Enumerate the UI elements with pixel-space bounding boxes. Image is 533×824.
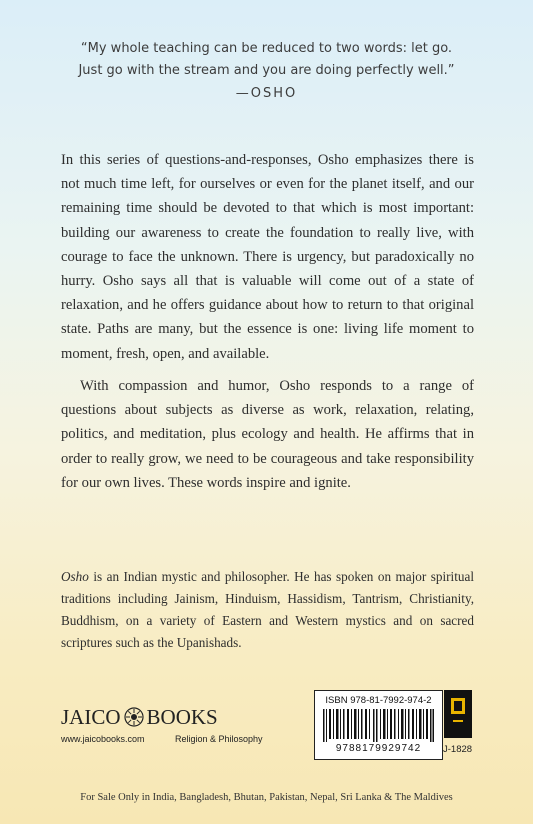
emblem-mark-icon <box>444 690 472 738</box>
author-bio-text: is an Indian mystic and philosopher. He has spoken on major spiritual traditions including Jainism, Hinduism, Hassidism, Tantrism, Christianity, Buddhism, on a variety of Eastern and Western mystics and on sacred scriptures such as the Upanishads. <box>61 569 474 650</box>
sale-territory-footer: For Sale Only in India, Bangladesh, Bhutan, Pakistan, Nepal, Sri Lanka & The Maldives <box>80 792 453 803</box>
description-paragraph-2: With compassion and humor, Osho responds to a range of questions about subjects as diverse as work, relaxation, relating, politics, and meditation, plus ecology and health. He affirms that in order to really grow, we need to be courageous and take responsibility for our own lives. These words inspire and ignite. <box>61 378 474 491</box>
isbn-label: ISBN 978-81-7992-974-2 <box>325 695 432 706</box>
publisher-name-left: JAICO <box>61 704 121 729</box>
publisher-logo <box>61 705 218 729</box>
sunburst-icon <box>124 707 144 727</box>
book-code: J-1828 <box>443 744 473 755</box>
publisher-emblem-icon <box>444 690 472 738</box>
quote-line-1: “My whole teaching can be reduced to two words: let go. <box>80 41 453 56</box>
quote-attribution: —OSHO <box>235 86 298 101</box>
author-name: Osho <box>61 569 89 584</box>
publisher-name-right: BOOKS <box>146 704 218 729</box>
isbn-number: 9788179929742 <box>335 743 422 754</box>
barcode-box <box>314 690 443 760</box>
quote-line-2: Just go with the stream and you are doing perfectly well.” <box>78 63 455 78</box>
description-paragraph-1: In this series of questions-and-responses, Osho emphasizes there is not much time left, for ourselves or even for the planet itself, and our remaining time should be devoted to that which is most important: building our awareness to create the foundation to really live, with courage to face the unknown. There is urgency, but paradoxically no hurry. Osho says all that is valuable will come out of a state of relaxation, and he offers guidance about how to return to that original state. Paths are many, but the essence is one: living life moment to moment, fresh, open, and available. <box>61 152 474 362</box>
barcode-bars <box>323 709 434 742</box>
publisher-website: www.jaicobooks.com <box>61 734 145 744</box>
author-bio <box>61 566 474 654</box>
book-category: Religion & Philosophy <box>175 734 263 744</box>
